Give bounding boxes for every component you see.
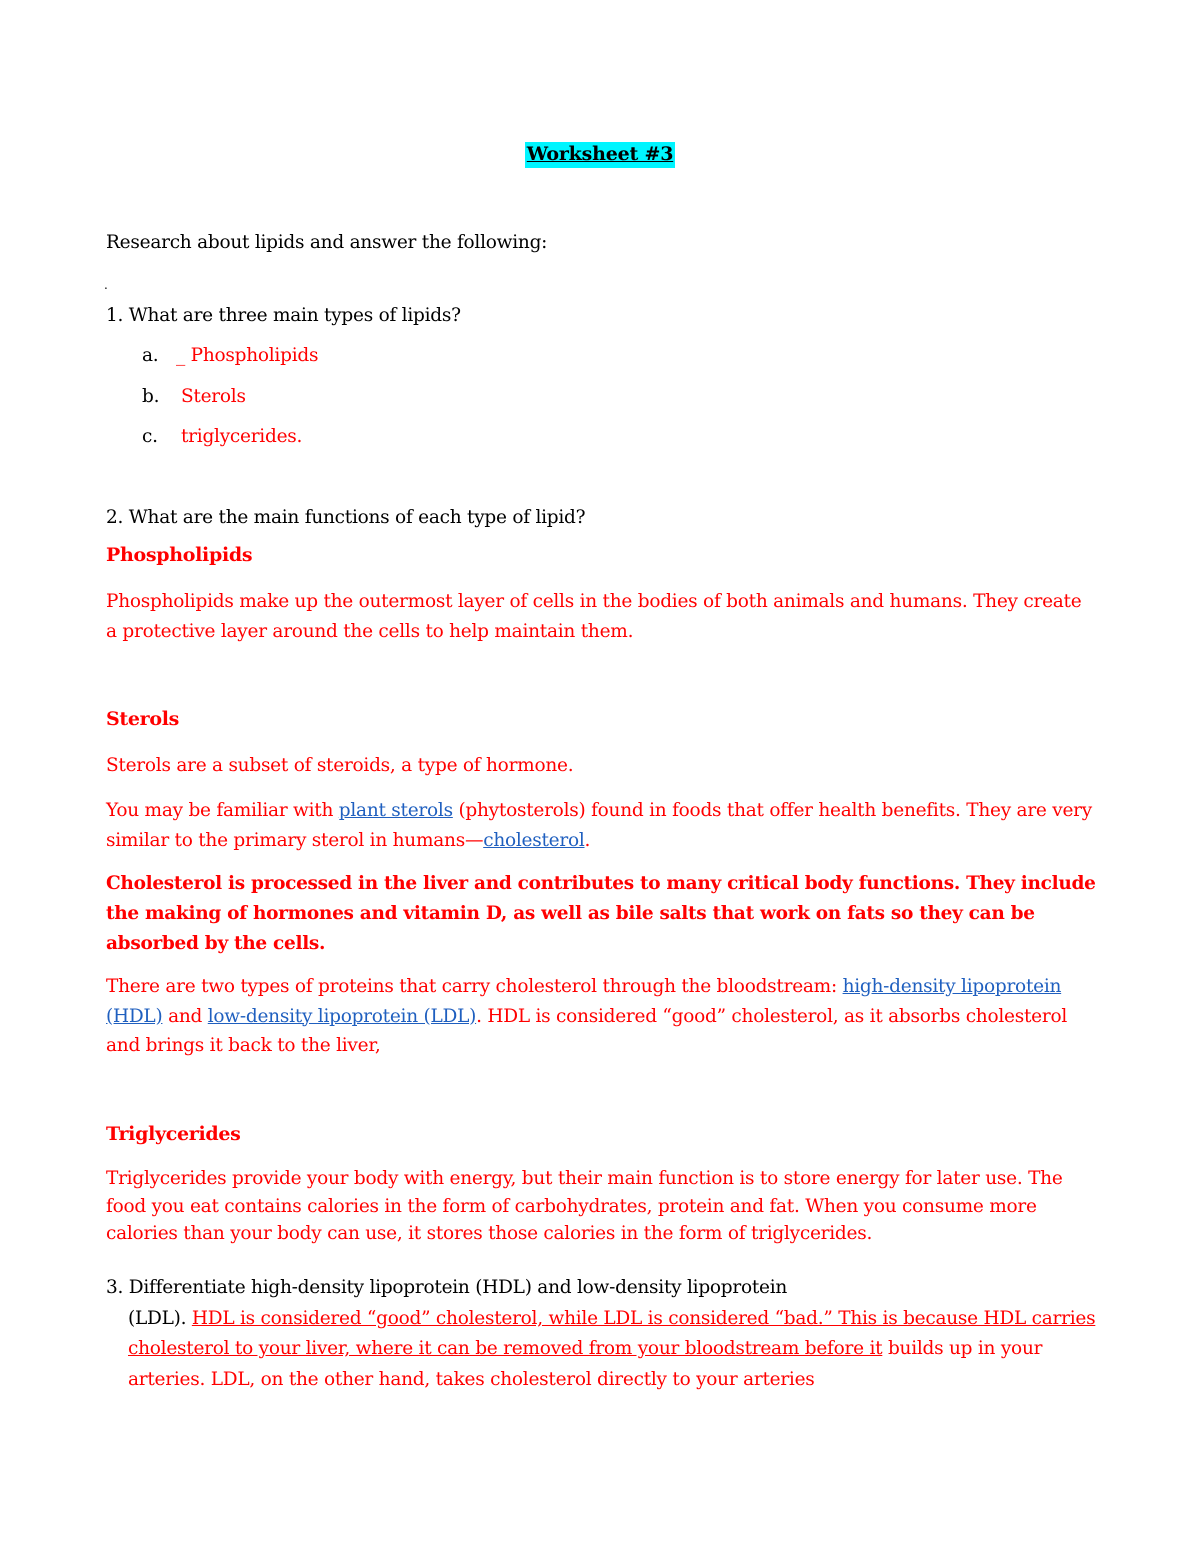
triglycerides-paragraph: Triglycerides provide your body with energy, but their main function is to store energy for later use. The food you eat contains calories in the form of carbohydrates, protein and fat. When you consume more calories than your body can use, it stores those calories in the form of triglycerides.	[106, 1168, 1063, 1244]
worksheet-title: Worksheet #3	[525, 142, 675, 168]
lipoprotein-paragraph	[106, 972, 1091, 1061]
question-3-prefix: (LDL).	[128, 1307, 192, 1329]
sterols-p2-text-c: .	[584, 829, 591, 851]
sterols-p2-text-b: (phytosterols) found in foods that offer health benefits. They are very similar to the primary sterol in humans—	[106, 800, 1092, 851]
heading-sterols: Sterols	[106, 708, 180, 730]
question-3-line1: 3. Differentiate high-density lipoprotein (HDL) and low-density lipoprotein	[106, 1277, 788, 1298]
list-marker-c: c.	[142, 426, 158, 447]
sterols-p2-text-a: You may be familiar with	[106, 800, 339, 821]
lipoprotein-text-c: . HDL is considered “good” cholesterol, as it absorbs cholesterol and brings it back to the liver,	[106, 1005, 1067, 1056]
lipoprotein-text-a: There are two types of proteins that carry cholesterol through the bloodstream:	[106, 976, 843, 997]
list-marker-a: a.	[142, 345, 159, 366]
cholesterol-bold-paragraph: Cholesterol is processed in the liver and contributes to many critical body functions. They include the making of hormones and vitamin D, as well as bile salts that work on fats so they can be absorbed by the cells.	[106, 873, 1096, 954]
sterols-paragraph-1: Sterols are a subset of steroids, a type of hormone.	[106, 755, 574, 776]
answer-b: Sterols	[181, 386, 246, 407]
sterols-paragraph-2	[106, 796, 1096, 855]
phospholipids-paragraph: Phospholipids make up the outermost layer of cells in the bodies of both animals and humans. They create a protective layer around the cells to help maintain them.	[106, 591, 1082, 642]
plant-sterols-link[interactable]: plant sterols	[338, 800, 453, 821]
answer-a: _ Phospholipids	[176, 345, 319, 366]
lipoprotein-text-b: and	[162, 1005, 208, 1027]
cholesterol-link[interactable]: cholesterol	[483, 829, 585, 851]
heading-triglycerides: Triglycerides	[106, 1123, 241, 1145]
list-marker-b: b.	[142, 386, 160, 407]
question-3-answer-rest: builds up in your arteries. LDL, on the other hand, takes cholesterol directly to your arteries	[128, 1338, 1043, 1390]
question-1: 1. What are three main types of lipids?	[106, 305, 461, 326]
hdl-link[interactable]: high-density lipoprotein (HDL)	[106, 976, 1062, 1027]
question-3-block	[106, 1273, 1096, 1395]
intro-text: Research about lipids and answer the following:	[106, 232, 548, 253]
question-2: 2. What are the main functions of each type of lipid?	[106, 507, 586, 528]
answer-c: triglycerides.	[181, 426, 303, 447]
stray-dot: .	[104, 278, 108, 292]
ldl-link[interactable]: low-density lipoprotein (LDL)	[207, 1005, 477, 1027]
title-container	[0, 142, 1200, 168]
question-3-underlined-answer: HDL is considered “good” cholesterol, while LDL is considered “bad.” This is because HDL carries cholesterol to your liver, where it can be removed from your bloodstream before it	[128, 1307, 1096, 1359]
heading-phospholipids: Phospholipids	[106, 544, 253, 566]
question-3-answer	[106, 1304, 1096, 1396]
